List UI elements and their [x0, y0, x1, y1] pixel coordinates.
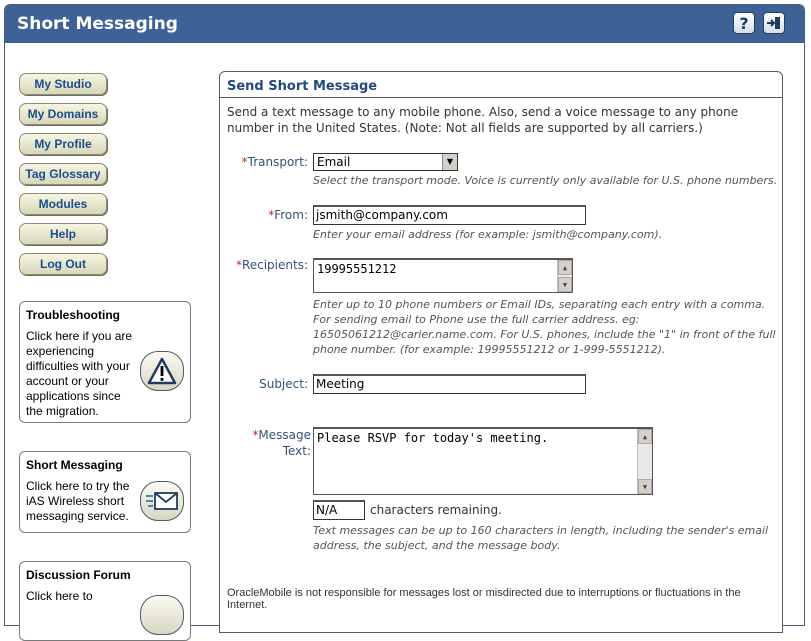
- nav-my-studio-button[interactable]: My Studio: [19, 73, 107, 95]
- recipients-field[interactable]: [313, 258, 573, 293]
- subject-field[interactable]: Meeting: [313, 374, 586, 394]
- message-label-line2: Text:: [282, 444, 311, 458]
- characters-remaining-field[interactable]: N/A: [313, 500, 365, 520]
- from-hint: Enter your email address (for example: jsmith@company.com).: [313, 228, 663, 241]
- discussion-forum-title: Discussion Forum: [26, 568, 131, 582]
- short-messaging-box[interactable]: [19, 451, 191, 533]
- discussion-forum-desc[interactable]: Click here to: [26, 589, 93, 603]
- message-label: [220, 427, 311, 459]
- exit-icon[interactable]: [763, 12, 785, 34]
- from-field[interactable]: jsmith@company.com: [313, 205, 586, 225]
- from-label: [220, 208, 308, 222]
- troubleshooting-box[interactable]: [19, 301, 191, 423]
- transport-label: [220, 155, 308, 169]
- troubleshooting-desc[interactable]: Click here if you are experiencing difficulties with your account or your applications since the migration.: [26, 329, 133, 418]
- recipients-label-text: Recipients:: [241, 258, 308, 272]
- app-title: Short Messaging: [17, 14, 178, 34]
- subject-label: Subject:: [259, 377, 308, 391]
- nav-log-out-button[interactable]: Log Out: [19, 253, 107, 275]
- recipients-value: 19995551212: [317, 262, 397, 276]
- help-icon[interactable]: ?: [733, 12, 755, 34]
- nav-tag-glossary-button[interactable]: Tag Glossary: [19, 163, 107, 185]
- nav-my-profile-button[interactable]: My Profile: [19, 133, 107, 155]
- recipients-label: [220, 258, 308, 272]
- recipients-hint: Enter up to 10 phone numbers or Email IDs, separating each entry with a comma. For sending email to Phone use the full carrier address. eg: 16505061212@carier.name.com. For U.S. phones, include the "1" in front of the full phone number. (for example: 19995551212 or 1-999-5551212).: [313, 298, 776, 356]
- transport-value: Email: [317, 155, 351, 169]
- warning-triangle-glyph: [147, 357, 177, 385]
- nav-modules-button[interactable]: Modules: [19, 193, 107, 215]
- message-label-line1: Message: [258, 428, 311, 442]
- panel-title: Send Short Message: [227, 79, 378, 94]
- message-scrollbar[interactable]: [637, 429, 652, 494]
- app-window: [4, 4, 805, 626]
- short-messaging-title: Short Messaging: [26, 458, 123, 472]
- envelope-glyph: [145, 490, 179, 512]
- scroll-down-icon[interactable]: ▼: [638, 479, 652, 494]
- transport-select[interactable]: [313, 153, 458, 171]
- nav-my-domains-button[interactable]: My Domains: [19, 103, 107, 125]
- footnote: OracleMobile is not responsible for messages lost or misdirected due to interruptions or fluctuations in the Internet.: [227, 587, 741, 611]
- intro-text: Send a text message to any mobile phone. Also, send a voice message to any phone number in the United States. (Note: Not all fields are supported by all carriers.): [227, 105, 739, 135]
- required-mark: *: [235, 258, 242, 272]
- forum-icon[interactable]: [140, 595, 184, 635]
- envelope-icon[interactable]: [140, 481, 184, 521]
- title-divider: [220, 97, 782, 98]
- message-hint: Text messages can be up to 160 characters in length, including the sender's email address, the subject, and the message body.: [313, 524, 769, 552]
- scroll-up-icon[interactable]: ▲: [638, 429, 652, 444]
- recipients-scrollbar[interactable]: [557, 260, 572, 292]
- from-label-text: From:: [274, 208, 308, 222]
- required-mark: *: [252, 428, 259, 442]
- send-message-panel: [219, 71, 783, 633]
- exit-door-glyph: [766, 16, 782, 30]
- short-messaging-desc[interactable]: Click here to try the iAS Wireless short messaging service.: [26, 479, 130, 523]
- characters-remaining-label: characters remaining.: [370, 503, 502, 517]
- message-textarea[interactable]: [313, 427, 653, 495]
- discussion-forum-box[interactable]: [19, 561, 191, 641]
- troubleshooting-title: Troubleshooting: [26, 308, 120, 322]
- transport-label-text: Transport:: [247, 155, 308, 169]
- message-value: Please RSVP for today's meeting.: [317, 431, 549, 445]
- required-mark: *: [268, 208, 275, 222]
- header-bar: [5, 5, 804, 43]
- transport-hint: Select the transport mode. Voice is currently only available for U.S. phone numbers.: [313, 174, 778, 187]
- chevron-down-icon[interactable]: ▼: [442, 154, 457, 170]
- nav-help-button[interactable]: Help: [19, 223, 107, 245]
- scroll-down-icon[interactable]: ▼: [558, 277, 572, 292]
- warning-icon[interactable]: [140, 351, 184, 391]
- scroll-up-icon[interactable]: ▲: [558, 260, 572, 275]
- required-mark: *: [241, 155, 248, 169]
